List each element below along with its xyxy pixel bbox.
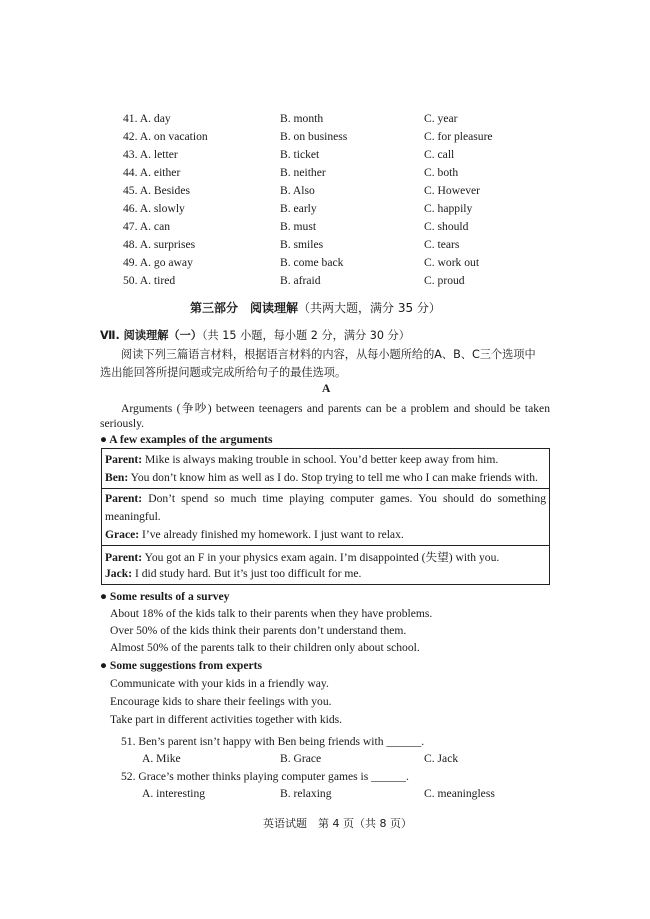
speaker: Ben: xyxy=(105,471,129,484)
option-c: C. call xyxy=(424,148,455,161)
section-heading-main: Ⅶ. 阅读理解（一） xyxy=(100,329,202,342)
option-b: B. Grace xyxy=(280,752,322,765)
option-row xyxy=(123,274,543,292)
survey-heading: ● Some results of a survey xyxy=(100,590,230,603)
option-row xyxy=(123,166,543,184)
divider xyxy=(102,488,549,489)
option-c: C. year xyxy=(424,112,458,125)
option-row xyxy=(123,112,543,130)
speaker: Parent: xyxy=(105,453,143,466)
option-b: B. come back xyxy=(280,256,344,269)
option-b: B. neither xyxy=(280,166,326,179)
intro-line-1: Arguments (争吵) between teenagers and parents can be a problem and should be taken xyxy=(121,402,550,415)
option-a: 44. A. either xyxy=(123,166,181,179)
suggestion-item: Take part in different activities together with kids. xyxy=(110,713,343,726)
option-a: 46. A. slowly xyxy=(123,202,185,215)
option-c: C. for pleasure xyxy=(424,130,493,143)
option-b: B. Also xyxy=(280,184,315,197)
option-c: C. work out xyxy=(424,256,480,269)
page-footer: 英语试题 第 4 页（共 8 页） xyxy=(263,817,412,830)
dialog-text: You got an F in your physics exam again. I’m disappointed (失望) with you. xyxy=(142,551,500,564)
speaker: Parent: xyxy=(105,551,143,564)
option-row xyxy=(123,256,543,274)
survey-item: About 18% of the kids talk to their parents when they have problems. xyxy=(110,607,433,620)
option-c: C. However xyxy=(424,184,481,197)
option-b: B. must xyxy=(280,220,317,233)
dialog-line xyxy=(102,549,549,565)
option-b: B. month xyxy=(280,112,324,125)
dialog-text: I did study hard. But it’s just too difficult for me. xyxy=(132,567,362,580)
section-heading xyxy=(100,327,410,343)
option-a: 50. A. tired xyxy=(123,274,176,287)
option-b: B. on business xyxy=(280,130,348,143)
speaker: Parent: xyxy=(105,492,143,505)
option-b: B. relaxing xyxy=(280,787,332,800)
dialog-text: Mike is always making trouble in school. You’d better keep away from him. xyxy=(142,453,499,466)
question-stem: 52. Grace’s mother thinks playing computer games is ______. xyxy=(121,770,409,783)
option-c: C. both xyxy=(424,166,459,179)
option-a: 48. A. surprises xyxy=(123,238,196,251)
option-a: A. interesting xyxy=(142,787,206,800)
option-c: C. proud xyxy=(424,274,465,287)
survey-item: Over 50% of the kids think their parents don’t understand them. xyxy=(110,624,407,637)
option-b: B. smiles xyxy=(280,238,324,251)
dialog-text: You don’t know him as well as I do. Stop trying to tell me who I can make friends with. xyxy=(128,471,538,484)
passage-label: A xyxy=(322,382,331,395)
speaker: Grace: xyxy=(105,528,140,541)
option-a: 43. A. letter xyxy=(123,148,178,161)
option-a: 45. A. Besides xyxy=(123,184,190,197)
option-b: B. afraid xyxy=(280,274,321,287)
dialog-line xyxy=(102,510,549,523)
survey-item: Almost 50% of the parents talk to their children only about school. xyxy=(110,641,420,654)
suggestion-item: Encourage kids to share their feelings with you. xyxy=(110,695,332,708)
question-options xyxy=(142,787,562,805)
divider xyxy=(102,545,549,546)
dialog-text: I’ve already finished my homework. I just want to relax. xyxy=(139,528,404,541)
part-title-note: （共两大题，满分 35 分） xyxy=(298,301,441,315)
dialog-box xyxy=(101,448,550,585)
option-c: C. meaningless xyxy=(424,787,495,800)
option-a: 47. A. can xyxy=(123,220,171,233)
option-a: A. Mike xyxy=(142,752,181,765)
option-row xyxy=(123,238,543,256)
option-row xyxy=(123,130,543,148)
part-title-main: 第三部分 阅读理解 xyxy=(190,301,299,315)
dialog-line xyxy=(102,453,549,466)
dialog-line xyxy=(102,471,549,484)
intro-line-2: seriously. xyxy=(100,417,145,430)
section-heading-note: （共 15 小题，每小题 2 分，满分 30 分） xyxy=(201,329,410,342)
option-a: 42. A. on vacation xyxy=(123,130,208,143)
option-c: C. tears xyxy=(424,238,460,251)
dialog-line xyxy=(102,528,549,541)
option-row xyxy=(123,184,543,202)
dialog-text: Don’t spend so much time playing computer games. You should do something xyxy=(142,492,546,505)
option-a: 41. A. day xyxy=(123,112,171,125)
examples-heading: ● A few examples of the arguments xyxy=(100,433,273,446)
option-c: C. should xyxy=(424,220,469,233)
dialog-line xyxy=(102,567,549,580)
question-options xyxy=(142,752,562,770)
instruction-line-1: 阅读下列三篇语言材料，根据语言材料的内容，从每小题所给的A、B、C三个选项中 xyxy=(121,348,536,361)
dialog-line xyxy=(102,492,549,505)
option-a: 49. A. go away xyxy=(123,256,193,269)
instruction-line-2: 选出能回答所提问题或完成所给句子的最佳选项。 xyxy=(100,366,347,379)
option-c: C. Jack xyxy=(424,752,459,765)
speaker: Jack: xyxy=(105,567,133,580)
dialog-text: meaningful. xyxy=(105,510,161,523)
part-title xyxy=(190,299,441,316)
question-stem: 51. Ben’s parent isn’t happy with Ben being friends with ______. xyxy=(121,735,425,748)
option-b: B. ticket xyxy=(280,148,320,161)
option-c: C. happily xyxy=(424,202,473,215)
option-row xyxy=(123,220,543,238)
option-row xyxy=(123,202,543,220)
suggestions-heading: ● Some suggestions from experts xyxy=(100,659,263,672)
suggestion-item: Communicate with your kids in a friendly way. xyxy=(110,677,329,690)
option-row xyxy=(123,148,543,166)
option-b: B. early xyxy=(280,202,317,215)
